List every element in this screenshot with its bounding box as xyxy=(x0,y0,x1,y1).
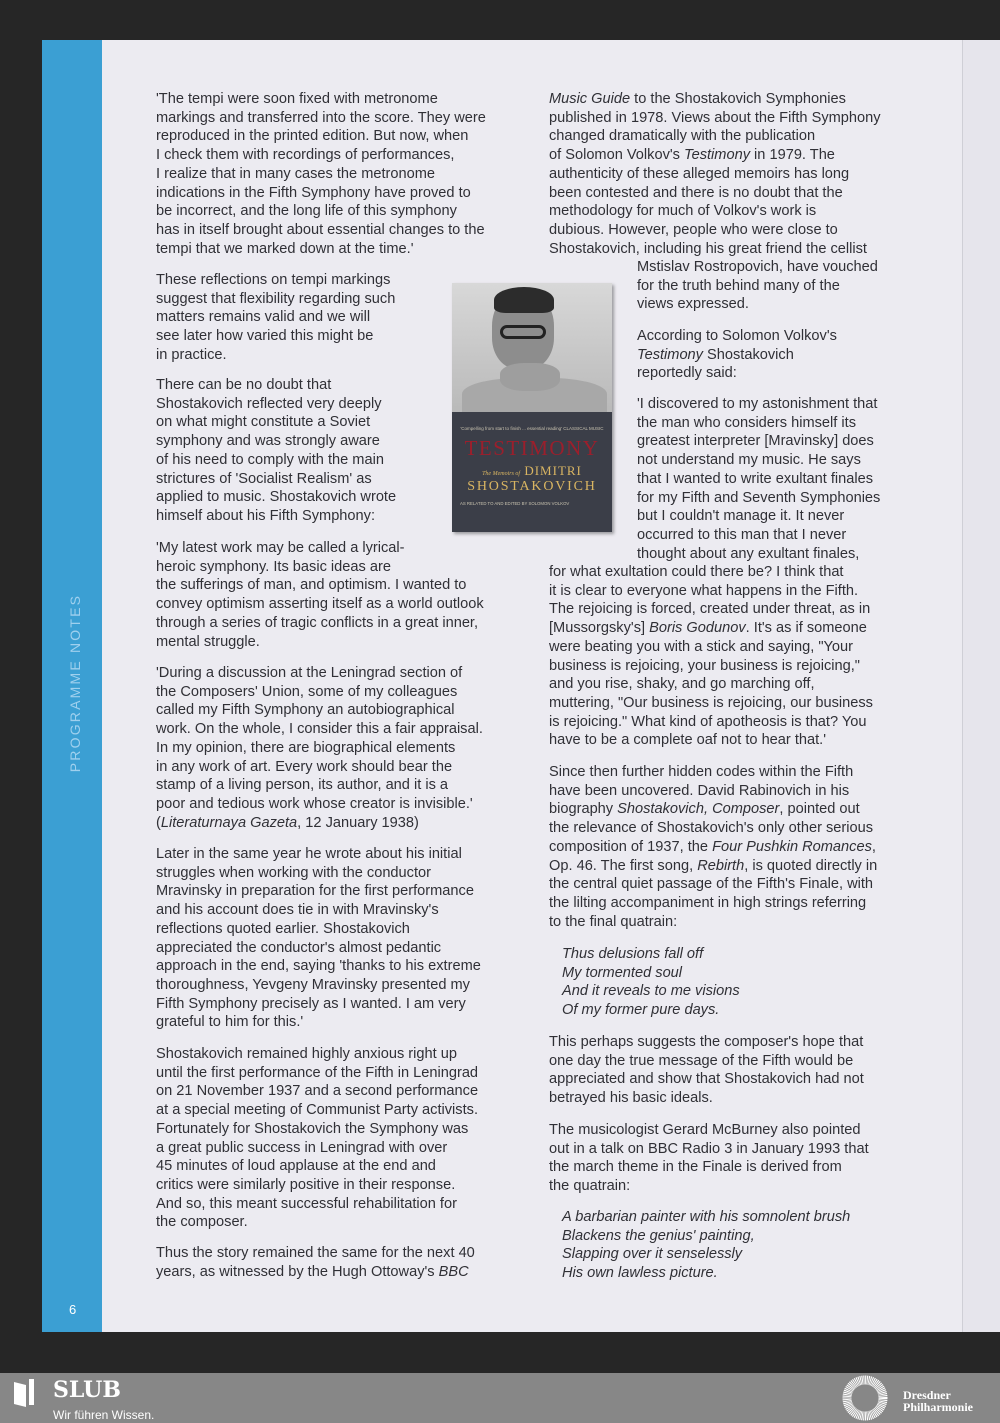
text-segment: ( xyxy=(156,814,161,831)
text-line: the composer. xyxy=(156,1214,248,1231)
text-line: methodology for much of Volkov's work is xyxy=(549,203,817,220)
text-line: been contested and there is no doubt that the xyxy=(549,184,843,201)
text-line: The musicologist Gerard McBurney also pointed xyxy=(549,1122,861,1138)
text-line: My tormented soul xyxy=(562,964,683,981)
text-line: business is rejoicing, your business is rejoicing," xyxy=(549,657,860,674)
text-line xyxy=(156,1263,475,1282)
text-line: through a series of tragic conflicts in a great inner, xyxy=(156,614,479,631)
book-cover-image xyxy=(452,283,612,532)
text-line: be incorrect, and the long life of this symphony xyxy=(156,203,457,220)
text-line: have to be a complete oaf not to hear that.' xyxy=(549,732,827,749)
text-line: at a special meeting of Communist Party activists. xyxy=(156,1102,478,1119)
text-line: 'My latest work may be called a lyrical- xyxy=(156,540,405,556)
text-segment: biography xyxy=(549,801,618,818)
italic-text: Shostakovich, Composer xyxy=(617,801,780,818)
footer-bar xyxy=(0,1373,1000,1423)
text-line: Shostakovich reflected very deeply xyxy=(156,395,382,412)
text-line: Later in the same year he wrote about his initial xyxy=(156,846,462,862)
text-line: has in itself brought about essential changes to the xyxy=(156,221,485,238)
text-line: Of my former pure days. xyxy=(562,1002,720,1019)
orchestra-name-line2: Philharmonie xyxy=(903,1400,974,1414)
text-line: suggest that flexibility regarding such xyxy=(156,290,396,307)
text-line: Mstislav Rostropovich, have vouched xyxy=(637,259,878,275)
text-line: called my Fifth Symphony an autobiographical xyxy=(156,702,455,719)
text-line: the Composers' Union, some of my colleagues xyxy=(156,683,458,700)
text-line: muttering, "Our business is rejoicing, our business xyxy=(549,694,873,711)
text-line: work. On the whole, I consider this a fair appraisal. xyxy=(156,721,483,738)
text-line: strictures of 'Socialist Realism' as xyxy=(156,470,372,487)
paragraph xyxy=(156,90,486,258)
paragraph xyxy=(549,1033,864,1108)
text-line: Blackens the genius' painting, xyxy=(562,1227,755,1244)
text-line: Thus delusions fall off xyxy=(562,946,704,962)
text-line: thoroughness, Yevgeny Mravinsky presented my xyxy=(156,976,470,993)
text-line: for my Fifth and Seventh Symphonies xyxy=(637,489,881,506)
text-segment: . It's as if someone xyxy=(745,620,867,637)
text-line: and you rise, shaky, and go marching off, xyxy=(549,676,815,693)
text-line: see later how varied this might be xyxy=(156,328,374,345)
text-line: thought about any exultant finales, xyxy=(637,545,860,562)
text-segment: [Mussorgsky's] xyxy=(549,620,650,637)
italic-text: Boris Godunov xyxy=(649,620,746,637)
cover-quote: 'Compelling from start to finish ... essential reading' CLASSICAL MUSIC xyxy=(460,426,604,431)
text-line: A barbarian painter with his somnolent brush xyxy=(562,1209,851,1225)
text-line: for what exultation could there be? I think that xyxy=(549,564,844,580)
text-line: Mravinsky in preparation for the first performance xyxy=(156,883,474,900)
text-line: occurred to this man that I never xyxy=(637,526,847,543)
text-line: published in 1978. Views about the Fifth Symphony xyxy=(549,109,881,126)
text-line xyxy=(549,90,881,109)
text-line: His own lawless picture. xyxy=(562,1265,718,1282)
text-line: the relevance of Shostakovich's only other serious xyxy=(549,820,874,837)
paragraph xyxy=(549,1121,869,1196)
text-line: the quatrain: xyxy=(549,1178,631,1195)
text-line: in practice. xyxy=(156,346,227,363)
paragraph xyxy=(156,1244,475,1281)
italic-text: BBC xyxy=(438,1263,469,1280)
text-segment: composition of 1937, the xyxy=(549,838,713,855)
text-line: poor and tedious work whose creator is invisible.' xyxy=(156,795,473,812)
text-line xyxy=(549,857,877,876)
text-line: on what might constitute a Soviet xyxy=(156,414,371,431)
paragraph xyxy=(549,763,877,931)
paragraph xyxy=(549,90,881,258)
text-line: dubious. However, people who were close to xyxy=(549,221,838,238)
cover-subtitle: The Memoirs of xyxy=(482,471,521,477)
text-line: Fifth Symphony precisely as I wanted. I am very xyxy=(156,995,466,1012)
text-line: until the first performance of the Fifth in Leningrad xyxy=(156,1064,479,1081)
text-line: one day the true message of the Fifth would be xyxy=(549,1052,854,1069)
text-segment: Op. 46. The first song, xyxy=(549,857,698,874)
text-line: matters remains valid and we will xyxy=(156,309,371,326)
text-line: approach in the end, saying 'thanks to his extreme xyxy=(156,958,481,975)
italic-text: Four Pushkin Romances xyxy=(712,838,872,855)
text-line: Shostakovich remained highly anxious right up xyxy=(156,1046,457,1062)
text-line: reproduced in the printed edition. But now, when xyxy=(156,128,469,145)
italic-text: Literaturnaya Gazeta xyxy=(160,814,298,831)
text-line: symphony and was strongly aware xyxy=(156,433,380,450)
italic-text: Music Guide xyxy=(549,91,631,107)
text-line: mental struggle. xyxy=(156,633,260,650)
text-line: have been uncovered. David Rabinovich in his xyxy=(549,782,850,799)
text-line: is rejoicing." What kind of apotheosis is that? You xyxy=(549,713,867,730)
text-line: himself about his Fifth Symphony: xyxy=(156,507,376,524)
text-line: According to Solomon Volkov's xyxy=(637,328,837,344)
text-line: the lilting accompaniment in high strings referring xyxy=(549,894,867,911)
text-line: and his account does tie in with Mravinsky's xyxy=(156,902,439,919)
text-line: grateful to him for this.' xyxy=(156,1014,304,1031)
orchestra-name-line1: Dresdner xyxy=(903,1388,951,1402)
italic-text: Testimony xyxy=(684,147,750,164)
paragraph xyxy=(156,376,396,526)
text-line: a great public success in Leningrad with over xyxy=(156,1139,448,1156)
text-line xyxy=(549,146,881,165)
text-line: the march theme in the Finale is derived from xyxy=(549,1159,842,1176)
text-line: applied to music. Shostakovich wrote xyxy=(156,489,397,506)
text-line xyxy=(637,346,837,365)
section-label: PROGRAMME NOTES xyxy=(67,593,83,773)
text-line: appreciated and show that Shostakovich had not xyxy=(549,1071,864,1088)
text-line: but I couldn't manage it. It never xyxy=(637,508,845,525)
text-line: betrayed his basic ideals. xyxy=(549,1090,713,1107)
text-line: of his need to comply with the main xyxy=(156,451,384,468)
text-line: appreciated the conductor's almost pedantic xyxy=(156,939,442,956)
cover-author-first: DIMITRI xyxy=(524,463,582,478)
book-icon xyxy=(12,1378,36,1408)
text-line: out in a talk on BBC Radio 3 in January 1993 that xyxy=(549,1140,869,1157)
text-segment: in 1979. The xyxy=(750,147,835,164)
text-line: 'I discovered to my astonishment that xyxy=(637,396,878,412)
text-line: greatest interpreter [Mravinsky] does xyxy=(637,433,874,450)
text-line xyxy=(156,1244,475,1263)
poem xyxy=(562,945,740,1020)
text-line: reportedly said: xyxy=(637,365,737,382)
text-line: to the final quatrain: xyxy=(549,913,678,930)
text-line: authenticity of these alleged memoirs has long xyxy=(549,165,850,182)
text-line xyxy=(549,838,877,857)
paragraph xyxy=(156,664,483,832)
text-line: I check them with recordings of performances, xyxy=(156,147,455,164)
text-line xyxy=(549,800,877,819)
cover-author-last: SHOSTAKOVICH xyxy=(467,479,597,494)
text-line: Since then further hidden codes within the Fifth xyxy=(549,764,854,780)
cover-credit: AS RELATED TO AND EDITED BY SOLOMON VOLKOV xyxy=(460,501,570,506)
text-segment: Shostakovich xyxy=(702,346,794,363)
paragraph xyxy=(637,327,837,383)
text-line: the man who considers himself its xyxy=(637,414,856,431)
library-tagline: Wir führen Wissen. xyxy=(53,1408,155,1422)
paragraph xyxy=(156,1045,478,1232)
text-line: heroic symphony. Its basic ideas are xyxy=(156,558,391,575)
text-line: the sufferings of man, and optimism. I wanted to xyxy=(156,577,467,594)
text-line: And it reveals to me visions xyxy=(562,983,740,1000)
text-line: tempi that we marked down at the time.' xyxy=(156,240,414,257)
quote-paragraph xyxy=(549,563,873,750)
text-line: stamp of a living person, its author, and it is a xyxy=(156,777,449,794)
text-line: reflections quoted earlier. Shostakovich xyxy=(156,920,410,937)
text-line: The rejoicing is forced, created under threat, as in xyxy=(549,601,871,618)
page-number: 6 xyxy=(69,1302,77,1317)
text-segment: , pointed out xyxy=(779,801,860,818)
text-line: struggles when working with the conductor xyxy=(156,864,431,881)
italic-text: Testimony xyxy=(637,346,703,363)
paragraph xyxy=(156,845,481,1032)
text-line: This perhaps suggests the composer's hope that xyxy=(549,1034,864,1050)
text-line: that I wanted to write exultant finales xyxy=(637,470,874,487)
text-line: Fortunately for Shostakovich the Symphony was xyxy=(156,1120,469,1137)
text-line: indications in the Fifth Symphony have proved to xyxy=(156,184,471,201)
text-line: not understand my music. He says xyxy=(637,452,861,469)
text-line: 'The tempi were soon fixed with metronome xyxy=(156,91,438,107)
text-line: were beating you with a stick and saying, "Your xyxy=(549,638,853,655)
text-segment: , 12 January 1938) xyxy=(297,814,419,831)
text-line: 45 minutes of loud applause at the end and xyxy=(156,1158,436,1175)
text-line: views expressed. xyxy=(637,296,749,313)
author-photo xyxy=(452,283,612,413)
text-line: Shostakovich, including his great friend the cellist xyxy=(549,240,867,257)
poem xyxy=(562,1208,850,1283)
text-line: These reflections on tempi markings xyxy=(156,272,391,288)
text-line: In my opinion, there are biographical elements xyxy=(156,739,456,756)
text-segment: of Solomon Volkov's xyxy=(549,147,685,164)
text-line: 'During a discussion at the Leningrad section of xyxy=(156,665,463,681)
text-line: convey optimism asserting itself as a world outlook xyxy=(156,596,484,613)
orchestra-logo-icon xyxy=(841,1374,889,1422)
text-line: changed dramatically with the publication xyxy=(549,128,816,145)
paragraph xyxy=(156,539,484,651)
cover-title: TESTIMONY xyxy=(464,436,600,460)
text-line: There can be no doubt that xyxy=(156,377,332,393)
italic-text: Rebirth xyxy=(697,857,745,874)
text-segment: Thus the story remained the same for the next 40 xyxy=(156,1245,475,1261)
text-line: And so, this meant successful rehabilitation for xyxy=(156,1195,457,1212)
orchestra-name xyxy=(903,1389,973,1413)
quote-paragraph xyxy=(637,395,880,563)
next-page-edge xyxy=(962,40,1000,1332)
text-segment: to the Shostakovich Symphonies xyxy=(630,91,846,107)
text-line: Slapping over it senselessly xyxy=(562,1246,743,1263)
text-segment: years, as witnessed by the Hugh Ottoway's xyxy=(156,1263,439,1280)
paragraph xyxy=(156,271,395,365)
text-line: markings and transferred into the score. They were xyxy=(156,109,486,126)
text-line: I realize that in many cases the metronome xyxy=(156,165,436,182)
text-line: critics were similarly positive in their response. xyxy=(156,1176,456,1193)
text-segment: , xyxy=(871,838,876,855)
text-line: in any work of art. Every work should bear the xyxy=(156,758,453,775)
text-line: for the truth behind many of the xyxy=(637,277,840,294)
text-line: it is clear to everyone what happens in the Fifth. xyxy=(549,582,859,599)
text-segment: , is quoted directly in xyxy=(744,857,878,874)
paragraph xyxy=(637,258,878,314)
text-line xyxy=(549,619,873,638)
text-line: the central quiet passage of the Fifth's Finale, with xyxy=(549,876,874,893)
text-line xyxy=(156,814,483,833)
library-logo-text: SLUB xyxy=(53,1377,121,1403)
text-line: on 21 November 1937 and a second performance xyxy=(156,1083,479,1100)
